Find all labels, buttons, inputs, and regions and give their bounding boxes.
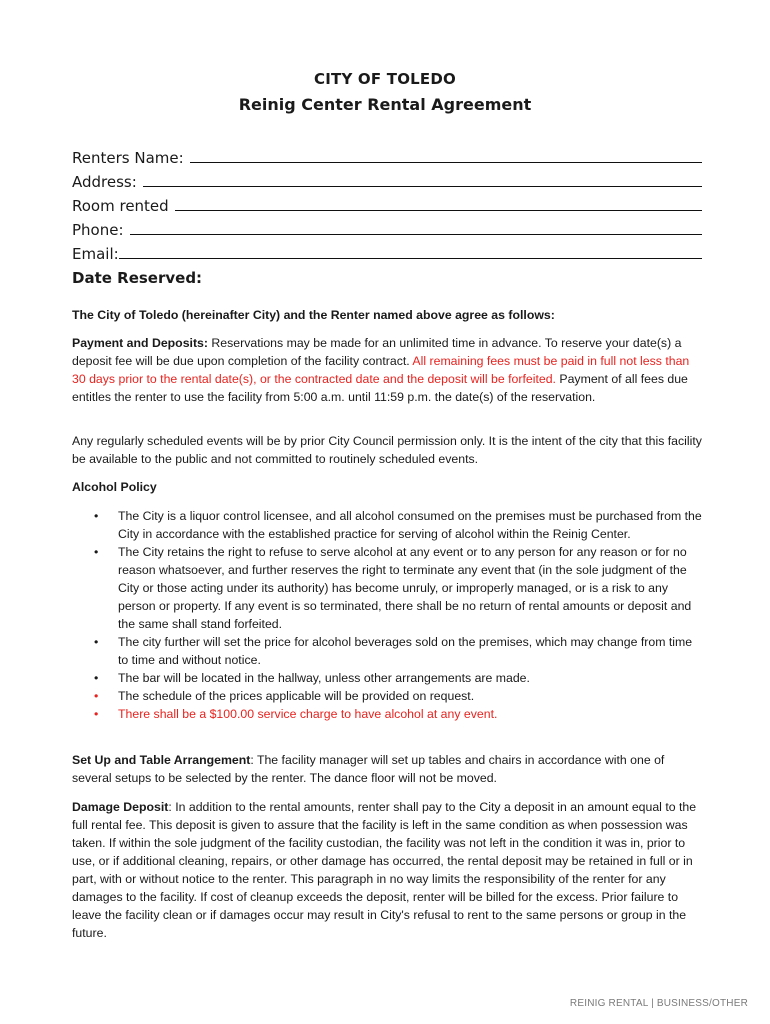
bullet-icon: • (94, 689, 99, 703)
payment-paragraph (72, 334, 704, 406)
city-title: CITY OF TOLEDO (314, 70, 456, 88)
date-reserved-field (72, 263, 702, 287)
address-line[interactable] (143, 186, 702, 187)
room-rented-label: Room rented (72, 197, 169, 215)
renters-name-line[interactable] (190, 162, 702, 163)
document-header (0, 66, 770, 118)
bullet-icon: • (94, 509, 99, 523)
list-item (72, 633, 704, 669)
payment-warning-text: All remaining fees must be paid in full not less than 30 days prior to the rental date(s), or the contracted date and the deposit will be forfeited. (72, 354, 690, 386)
room-rented-field[interactable] (72, 191, 702, 215)
email-line[interactable] (119, 258, 702, 259)
email-label: Email: (72, 245, 119, 263)
setup-heading: Set Up and Table Arrangement (72, 753, 251, 767)
alcohol-policy-heading: Alcohol Policy (72, 480, 157, 494)
list-item (72, 543, 704, 633)
damage-deposit-paragraph (72, 798, 704, 942)
phone-field[interactable] (72, 215, 702, 239)
phone-line[interactable] (130, 234, 702, 235)
regular-events-paragraph: Any regularly scheduled events will be by prior City Council permission only. It is the intent of the city that this facility be available to the public and not committed to routinely scheduled events. (72, 434, 702, 466)
list-item-text: The City is a liquor control licensee, and all alcohol consumed on the premises must be purchased from the City in accordance with the established practice for serving of alcohol within the Reinig Center. (118, 509, 702, 541)
damage-heading: Damage Deposit (72, 800, 169, 814)
alcohol-policy-list (72, 507, 704, 723)
list-item-text: There shall be a $100.00 service charge to have alcohol at any event. (118, 707, 498, 721)
address-label: Address: (72, 173, 137, 191)
list-item (72, 507, 704, 543)
bullet-icon: • (94, 671, 99, 685)
phone-label: Phone: (72, 221, 124, 239)
bullet-icon: • (94, 635, 99, 649)
room-rented-line[interactable] (175, 210, 702, 211)
payment-text-2: Payment of all fees due entitles the renter to use the facility from 5:00 a.m. until 11:59 p.m. the date(s) of the reservation. (72, 372, 688, 404)
renter-fields (72, 143, 702, 287)
date-reserved-label: Date Reserved: (72, 269, 203, 287)
bullet-icon: • (94, 545, 99, 559)
agreement-title: Reinig Center Rental Agreement (238, 95, 532, 114)
setup-paragraph (72, 751, 704, 787)
address-field[interactable] (72, 167, 702, 191)
intro-paragraph: The City of Toledo (hereinafter City) and the Renter named above agree as follows: (72, 308, 555, 322)
payment-text-1: Reservations may be made for an unlimited time in advance. To reserve your date(s) a deposit fee will be due upon completion of the facility contract. (72, 336, 682, 368)
email-field[interactable] (72, 239, 702, 263)
page-footer: REINIG RENTAL | BUSINESS/OTHER (569, 998, 748, 1009)
list-item (72, 687, 704, 705)
bullet-icon: • (94, 707, 99, 721)
list-item-text: The City retains the right to refuse to serve alcohol at any event or to any person for any reason or for no reason whatsoever, and further reserves the right to terminate any event that (in the sole judgment of the City or those acting under its authority) has become unruly, or improperly managed, or is a risk to any person or property. If any event is so terminated, there shall be no return of rental amounts or deposit and the same shall stand forfeited. (118, 545, 692, 631)
list-item-text: The city further will set the price for alcohol beverages sold on the premises, which may change from time to time and without notice. (118, 635, 693, 667)
renters-name-label: Renters Name: (72, 149, 184, 167)
renters-name-field[interactable] (72, 143, 702, 167)
list-item-text: The schedule of the prices applicable will be provided on request. (118, 689, 475, 703)
list-item-text: The bar will be located in the hallway, unless other arrangements are made. (118, 671, 530, 685)
list-item (72, 705, 704, 723)
damage-text: : In addition to the rental amounts, renter shall pay to the City a deposit in an amount equal to the full rental fee. This deposit is given to assure that the facility is left in the same condition as when possession was taken. If within the sole judgment of the facility custodian, the facility was not left in the condition it was in, prior to use, or if additional cleaning, repairs, or other damage has occurred, the rental deposit may be retained in full or in part, with or without notice to the renter. This paragraph in no way limits the responsibility of the renter for any damages to the facility. If cost of cleanup exceeds the deposit, renter will be billed for the excess. Prior failure to leave the facility clean or if damages occur may result in City's refusal to rent to the same persons or group in the future. (72, 800, 697, 940)
setup-text: : The facility manager will set up tables and chairs in accordance with one of several setups to be selected by the renter. The dance floor will not be moved. (72, 753, 665, 785)
payment-heading: Payment and Deposits: (72, 336, 208, 350)
list-item (72, 669, 704, 687)
